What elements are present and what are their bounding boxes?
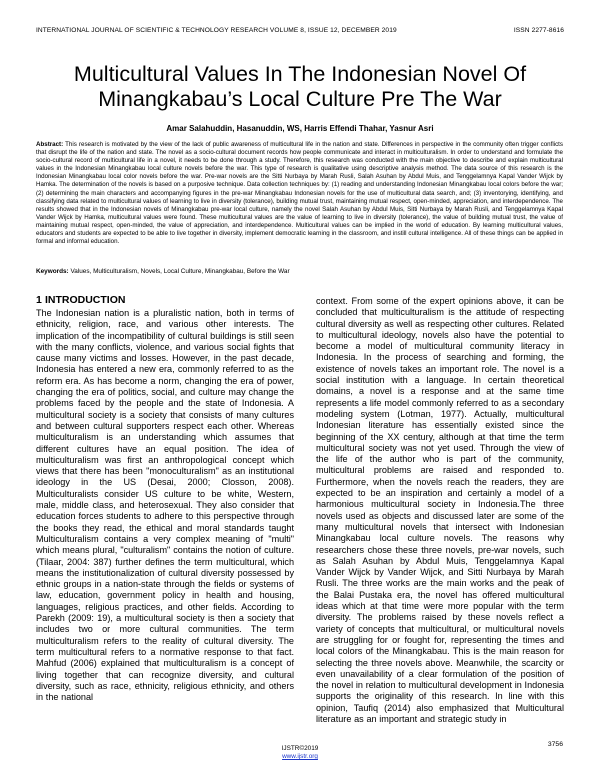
abstract-label: Abstract: <box>36 141 64 148</box>
page-number: 3756 <box>547 741 563 748</box>
intro-right-part-1: context. From some of the expert opinions above, it can be concluded that multiculturalism is the attitude of respecting cultural diversity as well as respecting other cultures. Related to multicultural ideology, novels also have the potential to become a model of multicultural community literacy in Indonesia. In the process of searching and forming, the existence of novels takes an important role. The novel is a social institution with a language. In certain theoretical domains, a novel is a response and at the same time represents a life model commonly referred to as a secondary modeling system (Lotman, 1977). Actually, multicultural Indonesian literature has essentially existed since the beginning of the XX century, although at that time the term multicultural society was not yet used. Through the view of the life of the author who is part of the community, multicultural problems are raised and responded to. Furthermore, when the novels reach the readers, they are expected to be an inspiration and certainly a model of a harmonious multicultural society in Indonesia. <box>316 296 564 510</box>
abstract <box>36 141 563 246</box>
footer-copyright: IJSTR©2019 <box>281 745 319 752</box>
intro-paragraph-left: The Indonesian nation is a pluralistic nation, both in terms of ethnicity, religion, race, and various other interests. The implication of the incompatibility of cultural buildings is still seen with the many conflicts, violence, and various social fights that cause many victims and losses. However, in the past decade, Indonesia has entered a new era, commonly referred to as the reform era. As has become a norm, changing the era of power, changing the era of politics, social, and culture may change the problems faced by the people and the state of Indonesia. A multicultural society is a society that consists of many cultures and between cultural supporters respect each other. Whereas multiculturalism is an understanding which assumes that different cultures have an equal position. The idea of multiculturalism was first an anthropological concept which views that there has been "monoculturalism" as an institutional ideology in the US (Desai, 2000; Closson, 2008). Multiculturalists consider US culture to be white, Western, male, middle class, and heterosexual. They also consider that education forces students to adhere to this perspective through the books they read, the ethical and moral standards taught Multiculturalism contains a very complex meaning of "multi" which means plural, "culturalism" contains the notion of culture. (Tilaar, 2004: 387) further defines the term multicultural, which means the institutionalization of cultural diversity possessed by ethnic groups in a nation-state through the fields or systems of law, education, government policy in health and housing, languages, religious practices, and other fields. According to Parekh (2009: 19), a multicultural society is then a society that includes two or more cultural communities. The term multiculturalism refers to the reality of cultural diversity. The term multicultural refers to a normative response to that fact. Mahfud (2006) explained that multiculturalism is a concept of living together that can recognize diversity, and cultural diversity, such as race, ethnicity, religious ethnicity, and others in the national <box>36 308 294 703</box>
abstract-text: This research is motivated by the view of the lack of public awareness of multicultural life in the nation and state. Differences in perspective in the community often trigger conflicts that disrupt the life of the nation and state. The novel as a socio-cultural document records how people communicate and interact in multiculturalism. In order to understand and formulate the socio-cultural record of multicultural life in a novel, it needs to be done through a study. Therefore, this research was conducted with the main objective to describe and explain multicultural values in the Indonesian Minangkabau local culture novels before the war. This type of research is qualitative using descriptive analysis method. The data source of this research is the Indonesian Minangkabau local color novels before the war. Pre-war novels are the Sitti Nurbaya by Marah Rusli, Salah Asuhan by Abdul Muis, and Tenggelamnya Kapal Vander Wijck by Hamka. The determination of the novels is based on a purposive technique. Data collection techniques by: (1) reading and understanding Indonesian Minangkabau local colors before the war; (2) determining the main characters and accompanying figures in the pre-war Minangkabau Indonesian novels for the use of multicultural data search, and; (3) inventorying, identifying, and classifying data related to multicultural values of learning to live in diversity (tolerance), building mutual trust, maintaining mutual respect, open-minded, appreciation, and interdependence. The results showed that in the Indonesian novels of Minangkabau pre-war local culture, namely the novel Salah Asuhan by Abdul Muis, Sitti Nurbaya by Marah Rusli, and Tenggelamnya Kapal Vander Wijck by Hamka, multicultural values were found. These multicultural values are the value of learning to live in diversity (tolerance), the value of building mutual trust, the value of maintaining mutual respect, open-minded, the value of appreciation, and interdependence. Multicultural values can be implied in the world of education. By learning multicultural values, educators and students are expected to be able to live together in diversity, implement democratic learning in the classroom, and instill cultural intelligence. All of these things can be applied in formal and informal education. <box>36 141 563 246</box>
intro-right-part-2: The three novels used as objects and discussed later are some of the many multicultural novels that intersect with Indonesian Minangkabau local culture novels. The reasons why researchers chose these three novels, pre-war novels, such as Salah Asuhan by Abdul Muis, Tenggelamnya Kapal Vander Wijck by Vander Wijck, and Sitti Nurbaya by Marah Rusli. The three works are the main works and the peak of the Balai Pustaka era, the novel has offered multicultural ideas which at that time were more popular with the term diversity. The problems raised by these novels reflect a variety of concepts that multicultural, or multicultural novels are struggling for or fought for, representing the times and local colors of the Minangkabau. This is the main reason for selecting the three novels above. Meanwhile, the scarcity or even unavailability of a clear formulation of the position of the novel in relation to multicultural development in Indonesia supports the originality of this research. In line with this opinion, Taufiq (2014) also emphasized that Multicultural literature as an important and strategic study in <box>316 499 564 724</box>
authors: Amar Salahuddin, Hasanuddin, WS, Harris Effendi Thahar, Yasnur Asri <box>166 124 434 133</box>
issn: ISSN 2277-8616 <box>513 27 564 34</box>
keywords-label: Keywords: <box>36 268 69 275</box>
left-column <box>36 294 294 703</box>
section-heading-introduction: 1 INTRODUCTION <box>36 294 126 306</box>
journal-header <box>36 27 564 34</box>
right-column <box>316 296 564 725</box>
intro-paragraph-right <box>316 296 564 725</box>
footer-website-link[interactable]: www.ijstr.org <box>282 753 318 760</box>
keywords <box>36 268 563 276</box>
paper-title: Multicultural Values In The Indonesian Novel Of Minangkabau’s Local Culture Pre The War <box>73 62 527 111</box>
journal-name: INTERNATIONAL JOURNAL OF SCIENTIFIC & TECHNOLOGY RESEARCH VOLUME 8, ISSUE 12, DECEMBER 2019 <box>36 27 397 34</box>
keywords-text: Values, Multiculturalism, Novels, Local Culture, Minangkabau, Before the War <box>68 268 290 275</box>
